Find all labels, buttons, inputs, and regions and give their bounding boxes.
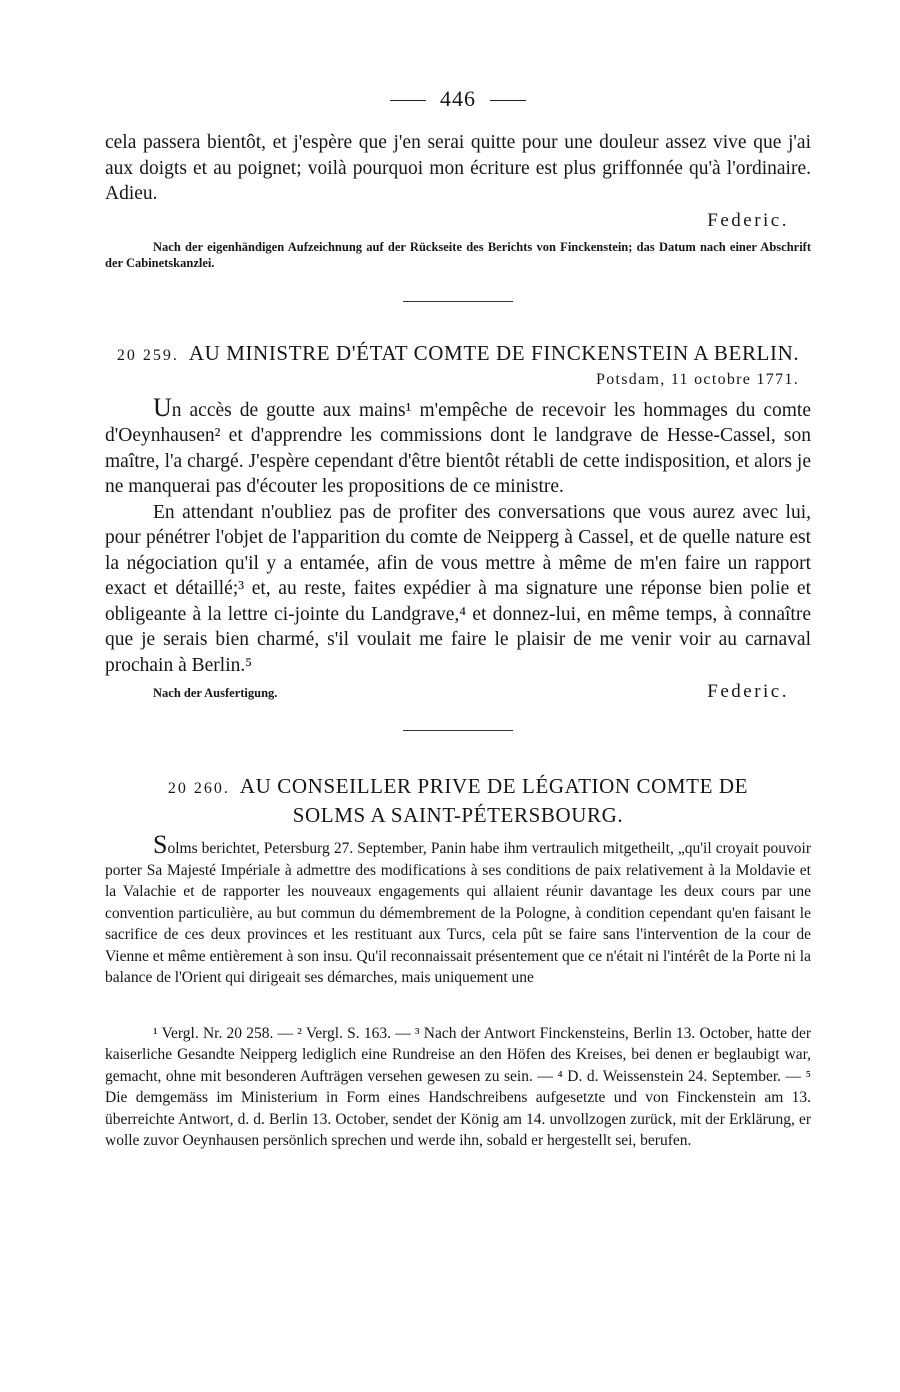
- page-number-dash-right: [490, 100, 526, 101]
- page-number-value: 446: [440, 86, 476, 111]
- section-divider-1: [403, 301, 513, 302]
- page-number: [105, 84, 811, 114]
- letter-20259-source-note: Nach der Ausfertigung.: [153, 686, 278, 700]
- letter-20260-initial: S: [153, 830, 168, 859]
- letter-20259-dateline: Potsdam, 11 octobre 1771.: [596, 370, 799, 388]
- letter-20259-heading: [105, 340, 811, 369]
- page-number-dash-left: [390, 100, 426, 101]
- section-divider-2: [403, 730, 513, 731]
- letter-20259-footer: [105, 680, 811, 704]
- continuation-signature: Federic.: [707, 209, 789, 231]
- letter-20260-summary-text: olms berichtet, Petersburg 27. September, Panin habe ihm vertraulich mitgetheilt, „qu'il croyait pouvoir porter Sa Majesté Impériale à admettre des modifications à ses conditions de paix relativement à la Moldavie et la Valachie et de rapporter les nouveaux engagements qui allaient réunir davantage les deux cours par une convention particulière, au but commun du démembrement de la Pologne, à condition cependant qu'en faisant le sacrifice de ces deux provinces et les restituant aux Turcs, cela pût se faire sans l'intervention de la cour de Vienne et même entièrement à son insu. Qu'il reconnaissait présentement que ce n'était ni l'intérêt de la Porte ni la balance de l'Orient qui dirigeait ses démarches, mais uniquement une: [105, 840, 811, 986]
- letter-20260-number: 20 260.: [167, 780, 230, 797]
- letter-20259-signature: Federic.: [707, 681, 789, 702]
- footnotes: ¹ Vergl. Nr. 20 258. — ² Vergl. S. 163. — ³ Nach der Antwort Finckensteins, Berlin 13. October, hatte der kaiserliche Gesandte Neipperg lediglich eine Rundreise an den Höfen des Kreises, bei denen er beglaubigt war, gemacht, ohne mit besonderen Aufträgen versehen gewesen zu sein. — ⁴ D. d. Weissenstein 24. September. — ⁵ Die demgemäss im Ministerium in Form eines Handschreibens aufgesetzte und von Finckenstein am 13. überreichte Antwort, d. d. Berlin 13. October, sendet der König am 14. unvollzogen zurück, mit der Erklärung, er wolle zuvor Oeynhausen persönlich sprechen und werde ihn, sobald er hergestellt sei, berufen.: [105, 1024, 811, 1149]
- letter-20260-summary: [105, 830, 811, 989]
- continuation-text: cela passera bientôt, et j'espère que j'en serai quitte pour une douleur assez vive que j'ai aux doigts et au poignet; voilà pourquoi mon écriture est plus griffonnée qu'à l'ordinaire. Adieu.: [105, 132, 811, 204]
- letter-20259-number: 20 259.: [116, 346, 179, 364]
- letter-20259-title: AU MINISTRE D'ÉTAT COMTE DE FINCKENSTEIN A BERLIN.: [188, 340, 800, 365]
- continuation-source-note: Nach der eigenhändigen Aufzeichnung auf der Rückseite des Berichts von Finckenstein; das Datum nach einer Abschrift der Cabinetskanzlei.: [105, 239, 811, 270]
- letter-20259-paragraph-1-text: n accès de goutte aux mains¹ m'empêche de recevoir les hommages du comte d'Oeynhausen² et d'apprendre les commissions dont le landgrave de Hesse-Cassel, son maître, l'a chargé. J'espère cependant d'être bientôt rétabli de cette indisposition, et alors je ne manquerai pas d'écouter les propositions de ce ministre.: [105, 399, 811, 497]
- letter-20260-title: AU CONSEILLER PRIVE DE LÉGATION COMTE DE SOLMS A SAINT-PÉTERSBOURG.: [239, 774, 749, 827]
- document-page: [105, 84, 811, 1152]
- letter-20259-paragraph-2: En attendant n'oubliez pas de profiter des conversations que vous aurez avec lui, pour pénétrer l'objet de l'apparition du comte de Neipperg à Cassel, et de quelle nature est la négociation qu'il y a entamée, afin de vous mettre à même de m'en faire un rapport exact et détaillé;³ et, au reste, faites expédier à ma signature une réponse bien polie et obligeante à la lettre ci-jointe du Landgrave,⁴ et donnez-lui, en même temps, à connaître que je serais bien charmé, s'il voulait me faire le plaisir de me venir voir au carnaval prochain à Berlin.⁵: [105, 501, 811, 676]
- letter-20259-paragraph-1: [105, 392, 811, 500]
- letter-20259-initial: U: [153, 392, 172, 422]
- letter-20260-heading: [105, 773, 811, 828]
